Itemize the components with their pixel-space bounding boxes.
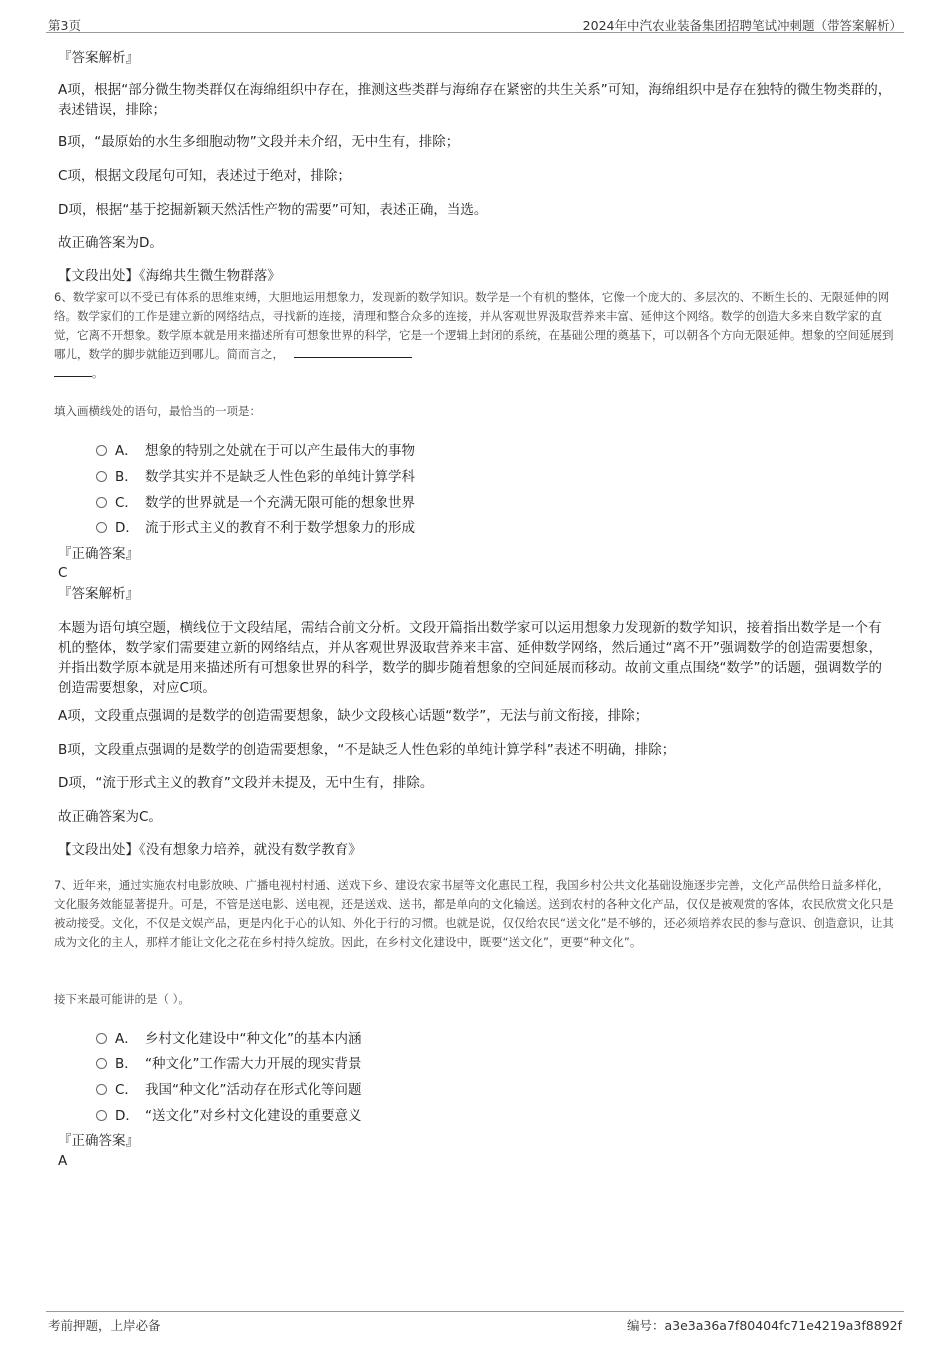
answer-blank-cont	[54, 364, 92, 377]
document-title: 2024年中汽农业装备集团招聘笔试冲刺题（带答案解析）	[582, 18, 902, 33]
answer-blank	[294, 345, 412, 358]
q7-option-a[interactable]: A． 乡村文化建设中“种文化”的基本内涵	[96, 1027, 362, 1047]
q6-stem-end: 。	[92, 366, 104, 380]
q6-explain-main: 本题为语句填空题，横线位于文段结尾，需结合前文分析。文段开篇指出数学家可以运用想象力发现新的数学知识，接着指出数学是一个有机的整体，数学家们需要建立新的网络结点，并从客观世界汲取营养来丰富、延伸数学网络，然后通过“离不开”强调数学的创造需要想象，并指出数学原本就是用来描述所有可想象世界的科学，数学的脚步随着想象的空间延展而移动。故前文重点围绕“数学”的话题，强调数学的创造需要想象，对应C项。	[58, 620, 882, 696]
radio-icon[interactable]	[96, 1110, 107, 1121]
document-id: 编号：a3e3a36a7f80404fc71e4219a3f8892f	[626, 1318, 902, 1333]
q5-explain-heading: 『答案解析』	[58, 50, 139, 66]
radio-icon[interactable]	[96, 1084, 107, 1095]
q7-prompt: 接下来最可能讲的是（ ）。	[54, 992, 190, 1006]
q7-option-c[interactable]: C． 我国“种文化”活动存在形式化等问题	[96, 1078, 362, 1098]
q7-option-b[interactable]: B． “种文化”工作需大力开展的现实背景	[96, 1052, 362, 1072]
q6-option-d[interactable]: D． 流于形式主义的教育不利于数学想象力的形成	[96, 516, 415, 536]
q5-explain-c: C项，根据文段尾句可知，表述过于绝对，排除；	[58, 168, 351, 184]
q6-explain-heading: 『答案解析』	[58, 586, 139, 602]
q6-conclusion: 故正确答案为C。	[58, 809, 162, 825]
q7-answer-heading: 『正确答案』	[58, 1133, 139, 1149]
page-footer	[46, 1311, 904, 1334]
q5-explain-b: B项，“最原始的水生多细胞动物”文段并未介绍，无中生有，排除；	[58, 134, 460, 150]
q6-answer: C	[58, 565, 68, 581]
q6-prompt: 填入画横线处的语句，最恰当的一项是：	[54, 404, 261, 418]
q6-source: 【文段出处】《没有想象力培养，就没有数学教育》	[58, 842, 362, 858]
q7-stem: 7、近年来，通过实施农村电影放映、广播电视村村通、送戏下乡、建设农家书屋等文化惠民工程，我国乡村公共文化基础设施逐步完善，文化产品供给日益多样化，文化服务效能显著提升。可是，不管是送电影、送电视，还是送戏、送书，都是单向的文化输送。送到农村的各种文化产品，仅仅是被观赏的客体，农民欣赏文化只是被动接受。文化，不仅是文娱产品，更是内化于心的认知、外化于行的习惯。也就是说，仅仅给农民“送文化”是不够的，还必须培养农民的参与意识、创造意识，让其成为文化的主人，那样才能让文化之花在乡村持久绽放。因此，在乡村文化建设中，既要“送文化”，更要“种文化”。	[54, 878, 894, 949]
radio-icon[interactable]	[96, 1058, 107, 1069]
radio-icon[interactable]	[96, 471, 107, 482]
page-header	[46, 12, 904, 33]
q6-explain-a: A项，文段重点强调的是数学的创造需要想象，缺少文段核心话题“数学”，无法与前文衔接，排除；	[58, 708, 649, 724]
q5-conclusion: 故正确答案为D。	[58, 235, 163, 251]
radio-icon[interactable]	[96, 522, 107, 533]
page-number: 第3页	[48, 18, 81, 33]
q7-option-d[interactable]: D． “送文化”对乡村文化建设的重要意义	[96, 1104, 362, 1124]
q6-stem	[54, 288, 900, 383]
q6-explain-d: D项，“流于形式主义的教育”文段并未提及，无中生有，排除。	[58, 775, 434, 791]
q6-option-b[interactable]: B． 数学其实并不是缺乏人性色彩的单纯计算学科	[96, 465, 415, 485]
q5-source: 【文段出处】《海绵共生微生物群落》	[58, 268, 281, 284]
radio-icon[interactable]	[96, 1033, 107, 1044]
footer-slogan: 考前押题，上岸必备	[48, 1318, 161, 1333]
q7-answer: A	[58, 1153, 68, 1169]
q5-explain-a: A项，根据“部分微生物类群仅在海绵组织中存在，推测这些类群与海绵存在紧密的共生关系”可知，海绵组织中是存在独特的微生物类群的，表述错误，排除；	[58, 82, 892, 118]
q6-stem-text: 6、数学家可以不受已有体系的思维束缚，大胆地运用想象力，发现新的数学知识。数学是一个有机的整体，它像一个庞大的、多层次的、不断生长的、无限延伸的网络。数学家们的工作是建立新的网络结点，寻找新的连接，清理和整合众多的连接，并从客观世界汲取营养来丰富、延伸这个网络。数学的创造大多来自数学家的直觉，它离不开想象。数学原本就是用来描述所有可想象世界的科学，它是一个逻辑上封闭的系统，在基础公理的奠基下，可以朝各个方向无限延伸。想象的空间延展到哪儿，数学的脚步就能迈到哪儿。简而言之，	[54, 290, 894, 361]
radio-icon[interactable]	[96, 445, 107, 456]
q6-option-a[interactable]: A． 想象的特别之处就在于可以产生最伟大的事物	[96, 439, 415, 459]
q6-option-c[interactable]: C． 数学的世界就是一个充满无限可能的想象世界	[96, 491, 415, 511]
q6-answer-heading: 『正确答案』	[58, 546, 139, 562]
q6-explain-b: B项，文段重点强调的是数学的创造需要想象，“不是缺乏人性色彩的单纯计算学科”表述不明确，排除；	[58, 742, 676, 758]
q5-explain-d: D项，根据“基于挖掘新颖天然活性产物的需要”可知，表述正确，当选。	[58, 202, 488, 218]
radio-icon[interactable]	[96, 497, 107, 508]
